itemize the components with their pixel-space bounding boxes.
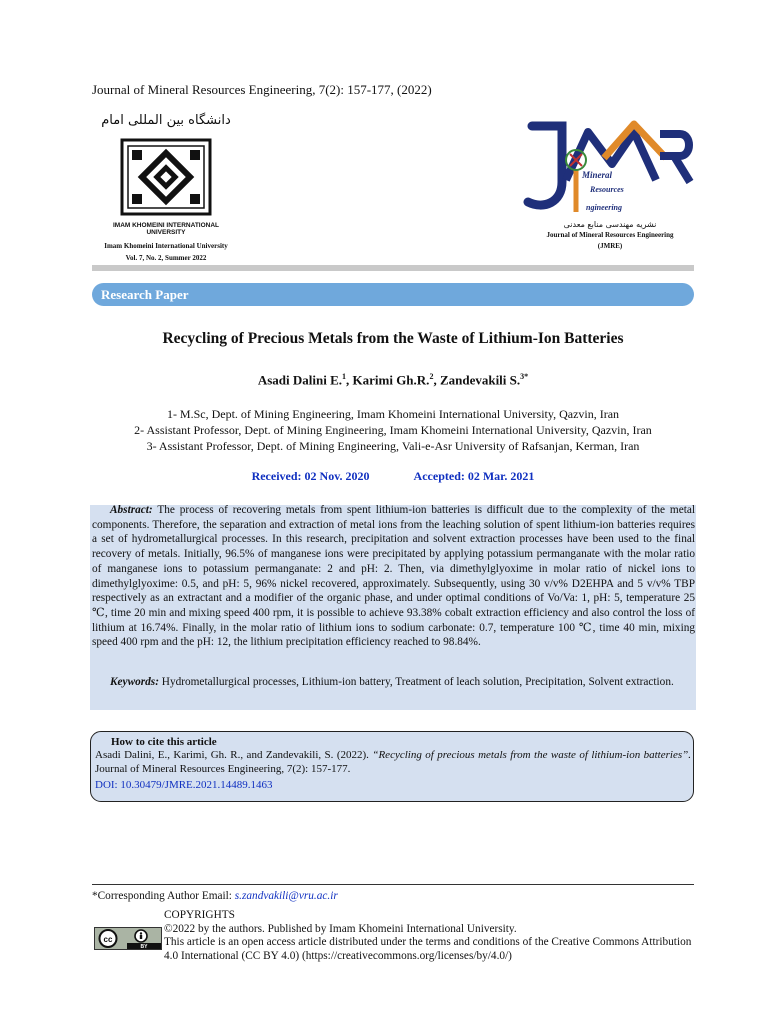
- affiliations: [92, 406, 694, 454]
- abstract-body: The process of recovering metals from spent lithium-ion batteries is difficult due to the complexity of the metal components. Therefore, the separation and extraction of metal ions from the leaching solution of spent lithium-ion batteries requires a set of hydrometallurgical processes. In this research, precipitation and solvent extraction processes have been used to the final recovery of metals. Initially, 96.5% of manganese ions were precipitated by applying potassium permanganate with the molar ratio of manganese ions to potassium permanganate: 2 and pH: 2. Then, via dimethylglyoxime in molar ratio of nickel ions to dimethylglyoxime: 0.5, and pH: 5, 96% nickel recovered, approximately. Subsequently, using 30 v/v% D2EHPA and 5 v/v% TBP respectively as an extractant and a modifier of the organic phase, and under optimal conditions of Vo/Va: 1, pH: 5, temperature 25 ℃, time 20 min and mixing speed 400 rpm, it is possible to achieve 93.38% cobalt extraction efficiency and also control the loss of lithium at 16.74%. Finally, in the molar ratio of lithium ions to sodium carbonate: 0.7, temperature 100 ℃, time 40 min, mixing speed 400 rpm and the pH: 12, the lithium precipitation efficiency reached to 98.84%.: [92, 504, 696, 649]
- author-affiliation-mark: 3*: [520, 372, 529, 381]
- logo-word-resources: Resources: [590, 185, 624, 194]
- affiliation-line: 3- Assistant Professor, Dept. of Mining Engineering, Vali-e-Asr University of Rafsanjan, Kerman, Iran: [146, 439, 640, 453]
- keywords-list: Hydrometallurgical processes, Lithium-ion battery, Treatment of leach solution, Precipitation, Solvent extraction.: [161, 676, 674, 688]
- corresponding-email-link[interactable]: s.zandvakili@vru.ac.ir: [234, 890, 338, 902]
- accepted-date: Accepted: 02 Mar. 2021: [413, 469, 535, 483]
- abstract-label: Abstract:: [110, 504, 153, 516]
- logo-word-mineral: Mineral: [582, 170, 613, 180]
- cc-by-icon: [95, 928, 161, 949]
- citation-authors: Asadi Dalini, E., Karimi, Gh. R., and Zandevakili, S. (2022).: [95, 749, 369, 761]
- journal-name-caption: Journal of Mineral Resources Engineering: [546, 231, 674, 239]
- article-type-banner: [92, 283, 694, 306]
- citation-text: [95, 748, 691, 776]
- footer-divider: [92, 884, 694, 885]
- cc-by-license-badge[interactable]: [94, 927, 162, 950]
- keywords: [92, 675, 695, 690]
- university-name-caption: IMAM KHOMEINI INTERNATIONAL UNIVERSITY: [112, 222, 220, 236]
- citation-heading: How to cite this article: [111, 736, 217, 748]
- journal-persian-name: نشریه مهندسی منابع معدنی: [563, 220, 657, 229]
- license-text: This article is an open access article distributed under the terms and conditions of the Creative Commons Attribution 4.0 International (CC BY 4.0) (https://creativecommons.org/licenses/by/4.0/): [164, 936, 692, 962]
- author-name: Zandevakili S.: [439, 372, 521, 388]
- author-affiliation-mark: 2: [429, 372, 434, 381]
- corresponding-author: [92, 890, 338, 902]
- university-emblem-icon: [120, 138, 212, 216]
- journal-abbrev-caption: (JMRE): [597, 242, 623, 250]
- paper-title: Recycling of Precious Metals from the Waste of Lithium-Ion Batteries: [162, 330, 624, 347]
- citation-source: Journal of Mineral Resources Engineering, 7(2): 157-177.: [95, 763, 351, 775]
- author-affiliation-mark: 1: [342, 372, 347, 381]
- copyrights-heading: COPYRIGHTS: [164, 909, 235, 921]
- cc-badge-label: BY: [140, 944, 148, 949]
- received-date: Received: 02 Nov. 2020: [251, 469, 370, 483]
- header-divider: [92, 265, 694, 271]
- affiliation-line: 2- Assistant Professor, Dept. of Mining Engineering, Imam Khomeini International University, Qazvin, Iran: [134, 423, 652, 437]
- article-type-label: Research Paper: [101, 287, 189, 302]
- submission-dates: [92, 469, 694, 484]
- jmre-logo-icon: [510, 118, 710, 218]
- journal-citation-header: Journal of Mineral Resources Engineering, 7(2): 157-177, (2022): [92, 82, 432, 97]
- university-name-line: Imam Khomeini International University: [104, 242, 228, 250]
- doi-link[interactable]: DOI: 10.30479/JMRE.2021.14489.1463: [95, 779, 273, 791]
- university-logo: [96, 108, 236, 263]
- citation-title: “Recycling of precious metals from the waste of lithium-ion batteries”.: [372, 749, 691, 761]
- svg-text:cc: cc: [103, 935, 113, 944]
- copyright-notice: [164, 909, 704, 963]
- keywords-label: Keywords:: [110, 676, 159, 688]
- university-script-text: دانشگاه بین المللی امام: [101, 113, 231, 128]
- copyright-line: ©2022 by the authors. Published by Imam Khomeini International University.: [164, 922, 517, 935]
- affiliation-line: 1- M.Sc, Dept. of Mining Engineering, Imam Khomeini International University, Qazvin, Iran: [166, 407, 620, 421]
- abstract: [92, 503, 695, 650]
- logo-word-engineering: ngineering: [586, 203, 623, 212]
- volume-issue-line: Vol. 7, No. 2, Summer 2022: [125, 254, 207, 262]
- journal-logo: [510, 118, 710, 251]
- author-name: Karimi Gh.R.: [352, 372, 430, 388]
- corresponding-label: *Corresponding Author Email:: [92, 890, 232, 902]
- author-list: Asadi Dalini E.$^1$, Karimi Gh.R.$^2$, Zandevakili S.$^{3*}$: [257, 372, 529, 388]
- author-name: Asadi Dalini E.: [257, 372, 343, 388]
